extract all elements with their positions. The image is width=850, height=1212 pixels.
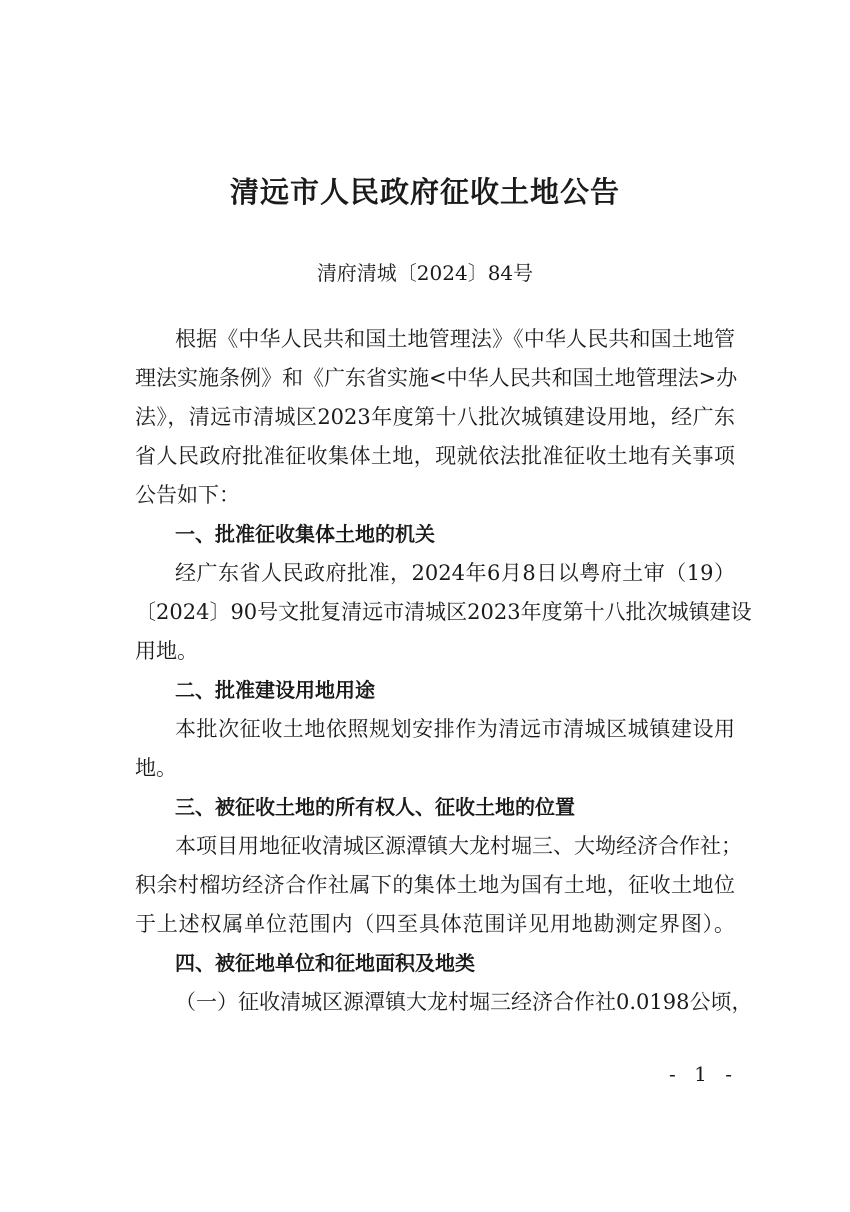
section-heading: 二、批准建设用地用途 bbox=[175, 678, 375, 702]
page-title: 清远市人民政府征收土地公告 bbox=[229, 175, 620, 209]
document-number: 清府清城〔2024〕84号 bbox=[316, 261, 534, 285]
paragraph-line: 理法实施条例》和《广东省实施<中华人民共和国土地管理法>办 bbox=[135, 366, 738, 390]
paragraph-line: 根据《中华人民共和国土地管理法》《中华人民共和国土地管 bbox=[175, 327, 735, 351]
paragraph-line: 于上述权属单位范围内（四至具体范围详见用地勘测定界图）。 bbox=[135, 912, 735, 936]
paragraph-line: 〔2024〕90号文批复清远市清城区2023年度第十八批次城镇建设 bbox=[135, 600, 752, 624]
paragraph-line: 积余村榴坊经济合作社属下的集体土地为国有土地，征收土地位 bbox=[135, 873, 735, 897]
section-heading: 四、被征地单位和征地面积及地类 bbox=[175, 951, 475, 975]
section-heading: 三、被征收土地的所有权人、征收土地的位置 bbox=[175, 795, 575, 819]
paragraph-line: 省人民政府批准征收集体土地，现就依法批准征收土地有关事项 bbox=[135, 444, 735, 468]
section-heading: 一、批准征收集体土地的机关 bbox=[175, 522, 435, 546]
paragraph-line: 用地。 bbox=[135, 639, 198, 663]
paragraph-line: 公告如下： bbox=[135, 483, 240, 507]
paragraph-line: 本项目用地征收清城区源潭镇大龙村堀三、大坳经济合作社； bbox=[175, 834, 742, 858]
paragraph-line: （一）征收清城区源潭镇大龙村堀三经济合作社0.0198公顷， bbox=[175, 990, 753, 1014]
paragraph-line: 法》，清远市清城区2023年度第十八批次城镇建设用地，经广东 bbox=[135, 405, 735, 429]
paragraph-line: 经广东省人民政府批准，2024年6月8日以粤府土审（19） bbox=[175, 561, 735, 585]
paragraph-line: 地。 bbox=[135, 756, 177, 780]
paragraph-line: 本批次征收土地依照规划安排作为清远市清城区城镇建设用 bbox=[175, 717, 735, 741]
page-number: - 1 - bbox=[669, 1062, 738, 1086]
